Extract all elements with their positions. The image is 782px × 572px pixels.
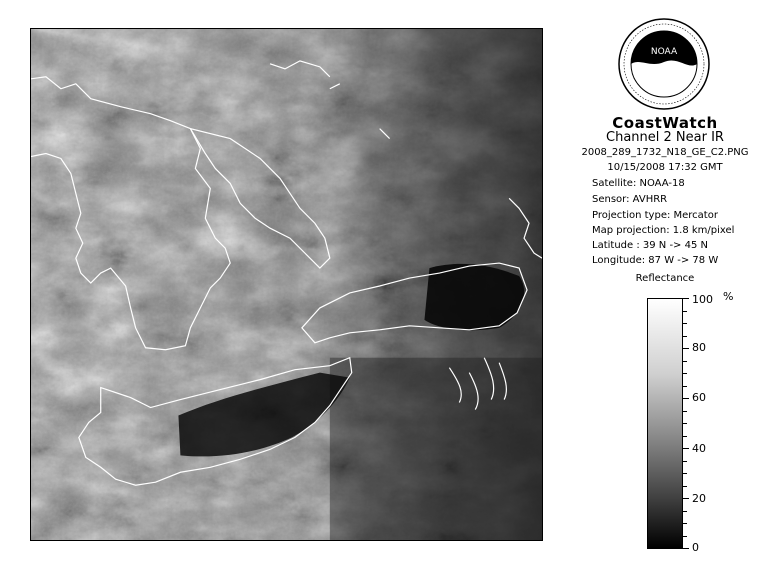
latitude-label: Latitude : 39 N -> 45 N [592, 240, 708, 251]
datetime-label: 10/15/2008 17:32 GMT [607, 162, 723, 173]
colorbar-tick [683, 311, 687, 312]
sensor-label: Sensor: AVHRR [592, 194, 668, 205]
brand-title: CoastWatch [612, 114, 718, 132]
colorbar-tick [683, 523, 687, 524]
colorbar-tick [683, 536, 687, 537]
tick-label-20: 20 [692, 492, 706, 505]
longitude-label: Longitude: 87 W -> 78 W [592, 255, 719, 266]
channel-label: Channel 2 Near IR [606, 130, 724, 145]
colorbar-tick [683, 298, 689, 299]
legend-title: Reflectance [635, 273, 695, 284]
colorbar-tick [683, 486, 687, 487]
map-projection-label: Map projection: 1.8 km/pixel [592, 225, 735, 236]
filename-label: 2008_289_1732_N18_GE_C2.PNG [581, 147, 749, 158]
colorbar-tick [683, 361, 687, 362]
noaa-logo-text: NOAA [650, 47, 678, 57]
colorbar-tick [683, 436, 687, 437]
colorbar-tick [683, 411, 687, 412]
colorbar-tick [683, 461, 687, 462]
tick-label-80: 80 [692, 341, 706, 354]
tick-label-0: 0 [692, 541, 699, 554]
noaa-logo-icon [618, 18, 710, 110]
colorbar-tick [683, 423, 687, 424]
colorbar-tick [683, 386, 687, 387]
tick-label-60: 60 [692, 391, 706, 404]
tick-label-40: 40 [692, 442, 706, 455]
colorbar-tick [683, 373, 687, 374]
satellite-label: Satellite: NOAA-18 [592, 178, 685, 189]
reflectance-colorbar [647, 298, 683, 549]
tick-label-100: 100 [692, 293, 713, 306]
colorbar-tick [683, 348, 689, 349]
clear-land-southeast [330, 358, 542, 540]
satellite-imagery [31, 29, 542, 540]
satellite-image-map [30, 28, 543, 541]
colorbar-tick [683, 448, 689, 449]
colorbar-tick [683, 398, 689, 399]
colorbar-tick [683, 498, 689, 499]
colorbar-tick [683, 336, 687, 337]
noaa-logo [618, 18, 710, 110]
colorbar-tick [683, 511, 687, 512]
colorbar-tick [683, 323, 687, 324]
lake-ontario-water [424, 264, 524, 330]
legend-unit: % [723, 290, 734, 303]
colorbar-tick [683, 548, 689, 549]
colorbar-tick [683, 473, 687, 474]
projection-type-label: Projection type: Mercator [592, 210, 718, 221]
